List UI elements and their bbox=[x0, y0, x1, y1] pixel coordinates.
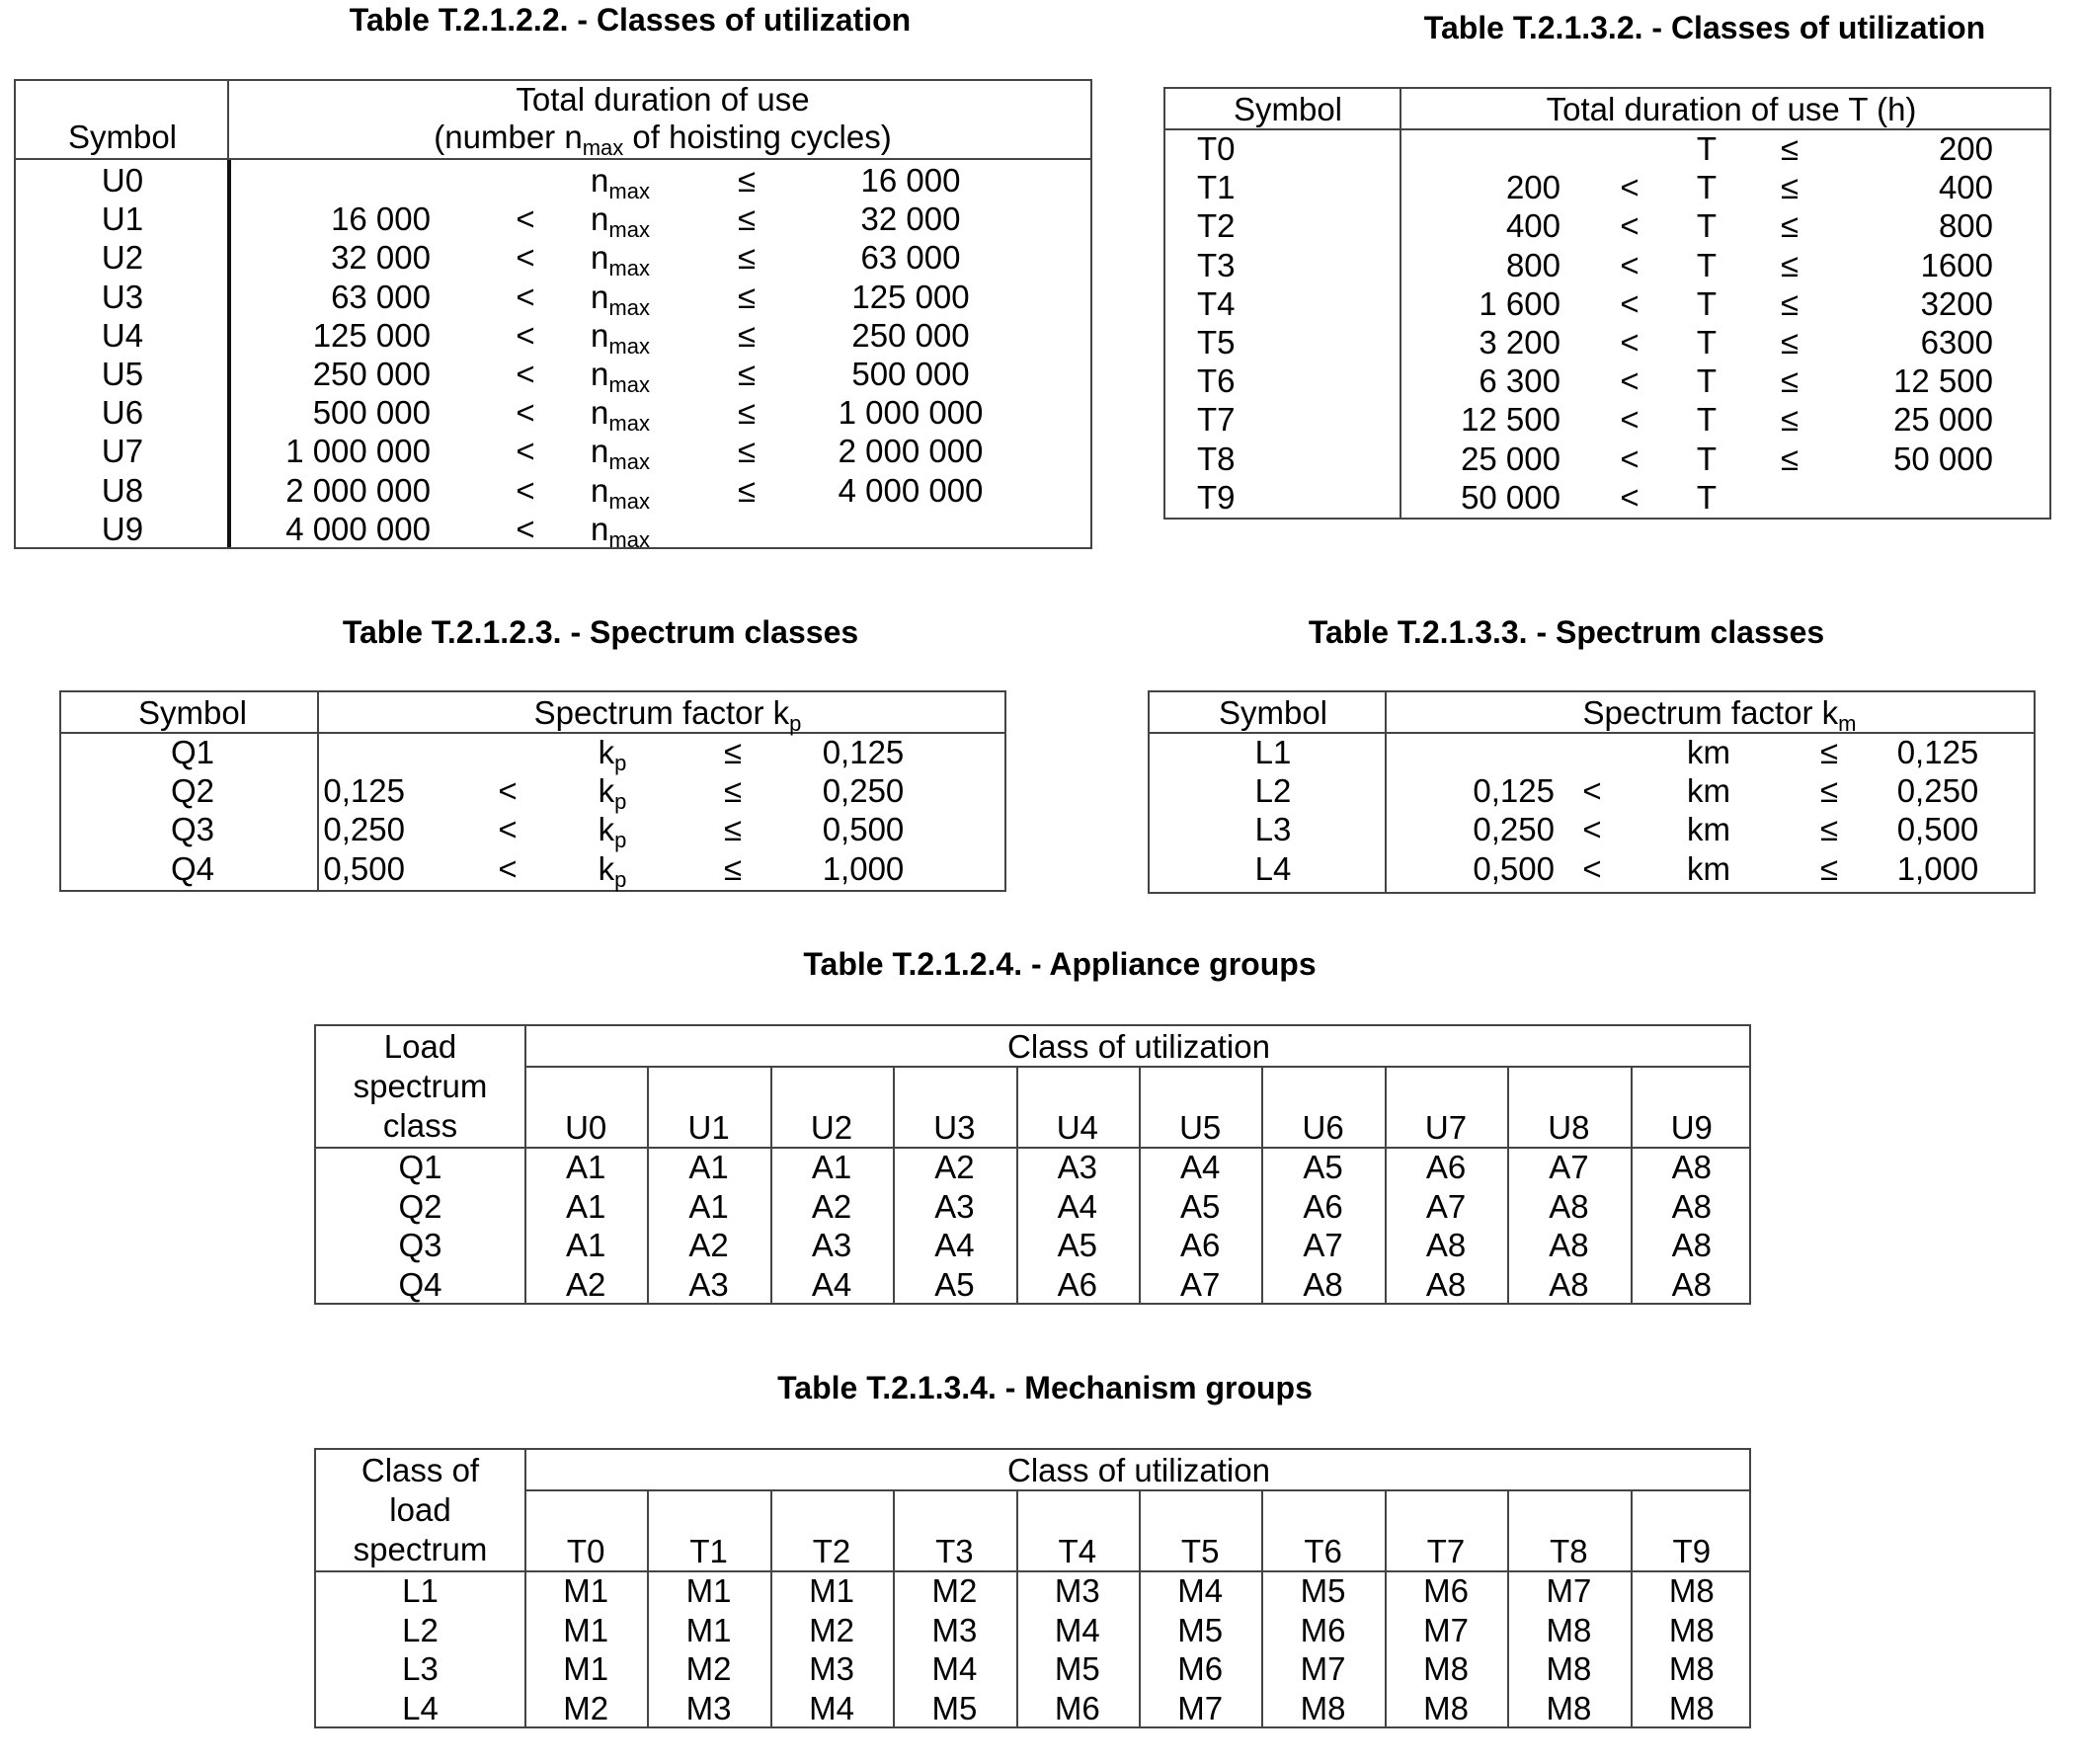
table-cell: A3 bbox=[688, 1265, 729, 1303]
table-cell: M8 bbox=[1668, 1611, 1715, 1648]
row-upper-bound: 0,125 bbox=[822, 734, 905, 770]
column-header: T5 bbox=[1180, 1533, 1220, 1569]
row-upper-bound: 250 000 bbox=[851, 316, 970, 354]
table-cell: M5 bbox=[1177, 1611, 1224, 1648]
table-cell: M2 bbox=[685, 1650, 732, 1687]
row-variable: $k_p$ bbox=[598, 772, 627, 815]
less-or-equal-sign: ≤ bbox=[737, 162, 757, 199]
column-group-header: Class of utilization bbox=[1007, 1028, 1270, 1065]
table-cell: A7 bbox=[1303, 1227, 1343, 1263]
table-title-utilization-classes-hoisting: Table T.2.1.2.2. - Classes of utilization bbox=[349, 2, 912, 38]
row-upper-bound: 63 000 bbox=[860, 239, 961, 277]
table-cell: A8 bbox=[1671, 1265, 1712, 1303]
table-cell: M6 bbox=[1054, 1689, 1100, 1726]
row-upper-bound: 32 000 bbox=[860, 200, 961, 238]
less-or-equal-sign: ≤ bbox=[1780, 401, 1800, 439]
less-than-sign: < bbox=[516, 394, 535, 432]
column-header: U1 bbox=[687, 1109, 730, 1146]
table-cell: M4 bbox=[809, 1689, 854, 1726]
table-cell: M8 bbox=[1423, 1689, 1469, 1726]
less-than-sign: < bbox=[1582, 849, 1602, 887]
row-upper-bound: 0,500 bbox=[822, 811, 905, 848]
row-symbol: U7 bbox=[101, 433, 144, 470]
less-or-equal-sign: ≤ bbox=[1819, 772, 1839, 810]
table-cell: A7 bbox=[1425, 1187, 1467, 1225]
row-lower-bound: 12 500 bbox=[1461, 401, 1560, 439]
row-variable: $n_{max}$ bbox=[591, 316, 650, 359]
table-cell: M3 bbox=[931, 1611, 978, 1648]
row-symbol: L3 bbox=[1254, 811, 1292, 848]
row-variable: T bbox=[1696, 284, 1718, 322]
less-than-sign: < bbox=[498, 811, 518, 848]
row-variable: km bbox=[1687, 734, 1730, 770]
row-variable: T bbox=[1696, 246, 1718, 283]
column-header: T1 bbox=[689, 1533, 728, 1569]
table-cell: A2 bbox=[566, 1265, 606, 1303]
table-cell: M8 bbox=[1668, 1689, 1715, 1726]
row-lower-bound: 3 200 bbox=[1479, 324, 1560, 361]
table-cell: M8 bbox=[1546, 1611, 1592, 1648]
row-lower-bound: 1 600 bbox=[1479, 284, 1560, 322]
less-than-sign: < bbox=[516, 510, 535, 547]
table-cell: A1 bbox=[688, 1187, 729, 1225]
less-or-equal-sign: ≤ bbox=[1819, 811, 1839, 848]
less-or-equal-sign: ≤ bbox=[723, 772, 743, 810]
less-or-equal-sign: ≤ bbox=[1819, 734, 1839, 770]
row-lower-bound: 800 bbox=[1505, 246, 1560, 283]
table-cell: M5 bbox=[1300, 1572, 1346, 1609]
table-cell: M6 bbox=[1300, 1611, 1346, 1648]
row-lower-bound: 50 000 bbox=[1461, 478, 1560, 516]
row-symbol: T3 bbox=[1197, 246, 1236, 283]
less-or-equal-sign: ≤ bbox=[1780, 324, 1800, 361]
table-cell: A5 bbox=[934, 1265, 975, 1303]
row-symbol: U9 bbox=[101, 510, 144, 547]
column-header: T7 bbox=[1426, 1533, 1466, 1569]
table-cell: M7 bbox=[1546, 1572, 1592, 1609]
less-than-sign: < bbox=[1620, 169, 1640, 206]
column-header: U0 bbox=[565, 1109, 607, 1146]
row-variable: T bbox=[1696, 169, 1718, 206]
row-variable: km bbox=[1687, 772, 1730, 810]
table-cell: A5 bbox=[1303, 1149, 1343, 1185]
row-variable: $n_{max}$ bbox=[591, 394, 650, 437]
row-upper-bound: 1,000 bbox=[1896, 849, 1979, 887]
row-lower-bound: 200 bbox=[1505, 169, 1560, 206]
row-upper-bound: 3200 bbox=[1920, 284, 1993, 322]
column-header: T3 bbox=[935, 1533, 974, 1569]
table-cell: M1 bbox=[685, 1611, 732, 1648]
table-cell: M1 bbox=[685, 1572, 732, 1609]
table-cell: M1 bbox=[809, 1572, 854, 1609]
table-cell: A8 bbox=[1671, 1149, 1712, 1185]
row-variable: $n_{max}$ bbox=[591, 239, 650, 281]
less-or-equal-sign: ≤ bbox=[1780, 169, 1800, 206]
row-upper-bound: 500 000 bbox=[851, 356, 970, 392]
row-lower-bound: 400 bbox=[1505, 207, 1560, 245]
table-cell: A3 bbox=[934, 1187, 975, 1225]
column-header: T8 bbox=[1550, 1533, 1588, 1569]
row-lower-bound: 0,500 bbox=[323, 849, 405, 887]
table-cell: M3 bbox=[809, 1650, 854, 1687]
appliance-groups-table bbox=[314, 1024, 1751, 1305]
row-label: L1 bbox=[402, 1572, 439, 1609]
less-than-sign: < bbox=[1620, 324, 1640, 361]
table-cell: A8 bbox=[1303, 1265, 1343, 1303]
less-or-equal-sign: ≤ bbox=[1780, 284, 1800, 322]
row-upper-bound: 400 bbox=[1938, 169, 1993, 206]
row-lower-bound: 0,125 bbox=[1473, 772, 1555, 810]
less-or-equal-sign: ≤ bbox=[1819, 849, 1839, 887]
row-lower-bound: 4 000 000 bbox=[285, 510, 431, 547]
row-header-label: Load bbox=[383, 1028, 457, 1065]
header-hoisting-cycles: (number $n_{max}$ of hoisting cycles) bbox=[434, 119, 892, 160]
row-symbol: T2 bbox=[1197, 207, 1236, 245]
row-symbol: T1 bbox=[1197, 169, 1236, 206]
utilization-classes-hoisting-table bbox=[14, 79, 1092, 552]
row-symbol: U1 bbox=[101, 200, 144, 238]
row-header-label: Class of bbox=[360, 1452, 480, 1488]
less-or-equal-sign: ≤ bbox=[723, 849, 743, 887]
row-upper-bound: 25 000 bbox=[1893, 401, 1993, 439]
header-symbol: Symbol bbox=[67, 119, 178, 155]
row-upper-bound: 0,250 bbox=[822, 772, 905, 810]
row-symbol: U4 bbox=[101, 316, 144, 354]
row-symbol: U2 bbox=[101, 239, 144, 277]
row-upper-bound: 12 500 bbox=[1893, 362, 1993, 400]
row-upper-bound: 1 000 000 bbox=[838, 394, 984, 432]
row-label: Q3 bbox=[398, 1227, 442, 1263]
row-symbol: U3 bbox=[101, 278, 144, 315]
column-header: U8 bbox=[1548, 1109, 1590, 1146]
table-cell: M8 bbox=[1423, 1650, 1469, 1687]
row-lower-bound: 0,250 bbox=[1473, 811, 1555, 848]
header-symbol: Symbol bbox=[137, 694, 248, 731]
row-label: L2 bbox=[402, 1611, 439, 1648]
row-symbol: U8 bbox=[101, 471, 144, 509]
row-upper-bound: 200 bbox=[1938, 130, 1993, 167]
table-cell: A4 bbox=[1057, 1187, 1097, 1225]
row-symbol: U6 bbox=[101, 394, 144, 432]
row-upper-bound: 50 000 bbox=[1893, 440, 1993, 477]
table-cell: A5 bbox=[1180, 1187, 1221, 1225]
table-cell: M6 bbox=[1177, 1650, 1224, 1687]
row-variable: T bbox=[1696, 207, 1718, 245]
less-or-equal-sign: ≤ bbox=[1780, 246, 1800, 283]
less-or-equal-sign: ≤ bbox=[737, 356, 757, 392]
less-or-equal-sign: ≤ bbox=[723, 734, 743, 770]
row-symbol: T6 bbox=[1197, 362, 1236, 400]
table-cell: M8 bbox=[1668, 1572, 1715, 1609]
column-header: U7 bbox=[1424, 1109, 1468, 1146]
row-lower-bound: 16 000 bbox=[331, 200, 431, 238]
row-upper-bound: 2 000 000 bbox=[838, 433, 984, 470]
less-or-equal-sign: ≤ bbox=[737, 200, 757, 238]
table-cell: M2 bbox=[931, 1572, 978, 1609]
row-lower-bound: 500 000 bbox=[312, 394, 431, 432]
column-header: T9 bbox=[1672, 1533, 1712, 1569]
less-than-sign: < bbox=[1620, 401, 1640, 439]
table-title-mechanism-groups: Table T.2.1.3.4. - Mechanism groups bbox=[777, 1370, 1313, 1405]
table-cell: A7 bbox=[1180, 1265, 1221, 1303]
table-title-spectrum-classes-km: Table T.2.1.3.3. - Spectrum classes bbox=[1308, 614, 1825, 650]
row-variable: $k_p$ bbox=[598, 811, 627, 853]
less-than-sign: < bbox=[1582, 772, 1602, 810]
column-header: T0 bbox=[566, 1533, 605, 1569]
row-lower-bound: 250 000 bbox=[312, 356, 431, 392]
row-variable: T bbox=[1696, 401, 1718, 439]
row-variable: T bbox=[1696, 440, 1718, 477]
table-cell: A8 bbox=[1549, 1265, 1589, 1303]
less-than-sign: < bbox=[516, 200, 535, 238]
row-lower-bound: 6 300 bbox=[1479, 362, 1560, 400]
row-upper-bound: 6300 bbox=[1920, 324, 1993, 361]
less-or-equal-sign: ≤ bbox=[1780, 362, 1800, 400]
less-or-equal-sign: ≤ bbox=[1780, 130, 1800, 167]
table-cell: A1 bbox=[566, 1187, 606, 1225]
row-variable: T bbox=[1696, 478, 1718, 516]
table-cell: M8 bbox=[1546, 1650, 1592, 1687]
table-cell: A4 bbox=[811, 1265, 852, 1303]
row-lower-bound: 32 000 bbox=[331, 239, 431, 277]
row-label: Q4 bbox=[398, 1265, 442, 1303]
table-cell: A3 bbox=[811, 1227, 852, 1263]
table-cell: A4 bbox=[1180, 1149, 1221, 1185]
column-header: T2 bbox=[812, 1533, 851, 1569]
table-cell: A4 bbox=[934, 1227, 975, 1263]
table-cell: M6 bbox=[1423, 1572, 1469, 1609]
row-symbol: Q4 bbox=[170, 849, 215, 887]
row-label: L3 bbox=[402, 1650, 439, 1687]
mechanism-groups-table bbox=[314, 1448, 1751, 1728]
table-cell: M1 bbox=[563, 1611, 609, 1648]
less-than-sign: < bbox=[516, 316, 535, 354]
table-cell: M4 bbox=[1054, 1611, 1100, 1648]
less-than-sign: < bbox=[1620, 478, 1640, 516]
row-header-label: class bbox=[382, 1107, 458, 1144]
table-cell: M3 bbox=[1054, 1572, 1100, 1609]
column-header: T6 bbox=[1304, 1533, 1342, 1569]
table-cell: A1 bbox=[688, 1149, 729, 1185]
table-cell: M2 bbox=[563, 1689, 609, 1726]
less-or-equal-sign: ≤ bbox=[723, 811, 743, 848]
table-cell: M5 bbox=[931, 1689, 978, 1726]
less-than-sign: < bbox=[1620, 246, 1640, 283]
row-variable: $k_p$ bbox=[598, 734, 627, 775]
row-upper-bound: 800 bbox=[1938, 207, 1993, 245]
row-symbol: Q2 bbox=[170, 772, 215, 810]
row-upper-bound: 1,000 bbox=[822, 849, 905, 887]
less-or-equal-sign: ≤ bbox=[737, 278, 757, 315]
row-symbol: L4 bbox=[1254, 849, 1292, 887]
column-header: U3 bbox=[933, 1109, 976, 1146]
less-or-equal-sign: ≤ bbox=[737, 239, 757, 277]
less-than-sign: < bbox=[516, 433, 535, 470]
row-symbol: T5 bbox=[1197, 324, 1236, 361]
row-header-label: spectrum bbox=[353, 1531, 488, 1567]
row-upper-bound: 1600 bbox=[1920, 246, 1993, 283]
row-variable: T bbox=[1696, 362, 1718, 400]
row-label: L4 bbox=[402, 1689, 439, 1726]
row-symbol: Q1 bbox=[170, 734, 215, 770]
column-header: T4 bbox=[1058, 1533, 1097, 1569]
row-header-label: load bbox=[389, 1491, 451, 1528]
table-cell: A8 bbox=[1425, 1227, 1467, 1263]
table-cell: A8 bbox=[1425, 1265, 1467, 1303]
row-lower-bound: 0,125 bbox=[323, 772, 405, 810]
row-lower-bound: 1 000 000 bbox=[285, 433, 431, 470]
table-cell: M7 bbox=[1300, 1650, 1346, 1687]
table-cell: A6 bbox=[1057, 1265, 1097, 1303]
table-title-spectrum-classes-kp: Table T.2.1.2.3. - Spectrum classes bbox=[342, 614, 859, 650]
less-than-sign: < bbox=[498, 772, 518, 810]
row-symbol: T8 bbox=[1197, 440, 1236, 477]
less-than-sign: < bbox=[1620, 207, 1640, 245]
table-title-appliance-groups: Table T.2.1.2.4. - Appliance groups bbox=[803, 946, 1317, 982]
row-upper-bound: 0,125 bbox=[1896, 734, 1979, 770]
less-or-equal-sign: ≤ bbox=[737, 471, 757, 509]
less-than-sign: < bbox=[1620, 440, 1640, 477]
row-variable: km bbox=[1687, 849, 1730, 887]
table-cell: M4 bbox=[1177, 1572, 1224, 1609]
row-upper-bound: 0,500 bbox=[1896, 811, 1979, 848]
row-symbol: T7 bbox=[1197, 401, 1236, 439]
column-group-header: Class of utilization bbox=[1007, 1452, 1270, 1488]
less-than-sign: < bbox=[516, 278, 535, 315]
row-symbol: U5 bbox=[101, 356, 144, 392]
less-than-sign: < bbox=[1620, 362, 1640, 400]
table-cell: A1 bbox=[566, 1149, 606, 1185]
row-upper-bound: 16 000 bbox=[860, 162, 961, 199]
table-cell: A8 bbox=[1549, 1187, 1589, 1225]
row-lower-bound: 0,500 bbox=[1473, 849, 1555, 887]
table-cell: M4 bbox=[931, 1650, 978, 1687]
row-variable: $n_{max}$ bbox=[591, 278, 650, 320]
column-header: U6 bbox=[1302, 1109, 1344, 1146]
table-cell: M7 bbox=[1177, 1689, 1224, 1726]
row-lower-bound: 0,250 bbox=[323, 811, 405, 848]
table-cell: M3 bbox=[685, 1689, 732, 1726]
row-variable: $n_{max}$ bbox=[591, 471, 650, 514]
row-symbol: L1 bbox=[1254, 734, 1292, 770]
column-header: U2 bbox=[810, 1109, 853, 1146]
row-variable: $n_{max}$ bbox=[591, 162, 650, 203]
spectrum-classes-kp-table bbox=[59, 690, 1006, 892]
less-than-sign: < bbox=[1620, 284, 1640, 322]
spectrum-classes-km-table bbox=[1148, 690, 2036, 894]
header-spectrum-factor: Spectrum factor $k_m$ bbox=[1582, 694, 1857, 736]
table-cell: A2 bbox=[811, 1187, 852, 1225]
row-symbol: T4 bbox=[1197, 284, 1236, 322]
table-cell: M8 bbox=[1668, 1650, 1715, 1687]
row-variable: km bbox=[1687, 811, 1730, 848]
less-than-sign: < bbox=[516, 239, 535, 277]
row-lower-bound: 63 000 bbox=[331, 278, 431, 315]
table-cell: A6 bbox=[1180, 1227, 1221, 1263]
table-cell: A2 bbox=[934, 1149, 975, 1185]
row-label: Q1 bbox=[398, 1149, 442, 1185]
row-variable: $n_{max}$ bbox=[591, 510, 650, 552]
row-lower-bound: 25 000 bbox=[1461, 440, 1560, 477]
column-header: U4 bbox=[1056, 1109, 1098, 1146]
column-header: U5 bbox=[1179, 1109, 1222, 1146]
header-symbol: Symbol bbox=[1218, 694, 1328, 731]
table-cell: A7 bbox=[1549, 1149, 1589, 1185]
table-cell: M1 bbox=[563, 1572, 609, 1609]
row-variable: T bbox=[1696, 130, 1718, 167]
row-variable: $n_{max}$ bbox=[591, 200, 650, 243]
table-cell: M8 bbox=[1300, 1689, 1346, 1726]
row-variable: $n_{max}$ bbox=[591, 356, 650, 397]
row-variable: T bbox=[1696, 324, 1718, 361]
less-or-equal-sign: ≤ bbox=[737, 394, 757, 432]
table-cell: A2 bbox=[688, 1227, 729, 1263]
table-cell: A8 bbox=[1549, 1227, 1589, 1263]
row-symbol: Q3 bbox=[170, 811, 215, 848]
less-or-equal-sign: ≤ bbox=[1780, 207, 1800, 245]
row-upper-bound: 125 000 bbox=[851, 278, 970, 315]
table-cell: A1 bbox=[811, 1149, 852, 1185]
table-cell: A5 bbox=[1057, 1227, 1097, 1263]
header-spectrum-factor: Spectrum factor $k_p$ bbox=[533, 694, 802, 736]
table-cell: A6 bbox=[1303, 1187, 1343, 1225]
table-cell: A6 bbox=[1425, 1149, 1467, 1185]
row-lower-bound: 2 000 000 bbox=[285, 471, 431, 509]
row-upper-bound: 4 000 000 bbox=[838, 471, 984, 509]
row-symbol: T0 bbox=[1197, 130, 1236, 167]
column-header: U9 bbox=[1670, 1109, 1713, 1146]
less-than-sign: < bbox=[516, 356, 535, 392]
table-cell: A8 bbox=[1671, 1227, 1712, 1263]
row-variable: $k_p$ bbox=[598, 849, 627, 892]
table-cell: M8 bbox=[1546, 1689, 1592, 1726]
header-symbol: Symbol bbox=[1233, 91, 1343, 127]
less-or-equal-sign: ≤ bbox=[1780, 440, 1800, 477]
row-symbol: L2 bbox=[1254, 772, 1292, 810]
row-symbol: T9 bbox=[1197, 478, 1236, 516]
table-cell: M5 bbox=[1054, 1650, 1100, 1687]
less-than-sign: < bbox=[498, 849, 518, 887]
header-total-duration: Total duration of use bbox=[516, 81, 810, 118]
less-or-equal-sign: ≤ bbox=[737, 316, 757, 354]
row-label: Q2 bbox=[398, 1187, 442, 1225]
table-cell: A8 bbox=[1671, 1187, 1712, 1225]
row-variable: $n_{max}$ bbox=[591, 433, 650, 475]
less-than-sign: < bbox=[516, 471, 535, 509]
table-cell: A3 bbox=[1057, 1149, 1097, 1185]
utilization-classes-duration-table bbox=[1163, 87, 2051, 520]
row-header-label: spectrum bbox=[353, 1068, 488, 1104]
table-cell: A1 bbox=[566, 1227, 606, 1263]
row-symbol: U0 bbox=[101, 162, 144, 199]
row-lower-bound: 125 000 bbox=[312, 316, 431, 354]
header-total-duration: Total duration of use T (h) bbox=[1546, 91, 1917, 127]
row-upper-bound: 0,250 bbox=[1896, 772, 1979, 810]
table-cell: M2 bbox=[809, 1611, 854, 1648]
less-than-sign: < bbox=[1582, 811, 1602, 848]
table-cell: M1 bbox=[563, 1650, 609, 1687]
table-title-utilization-classes-duration: Table T.2.1.3.2. - Classes of utilization bbox=[1423, 10, 1986, 45]
less-or-equal-sign: ≤ bbox=[737, 433, 757, 470]
table-cell: M7 bbox=[1423, 1611, 1469, 1648]
